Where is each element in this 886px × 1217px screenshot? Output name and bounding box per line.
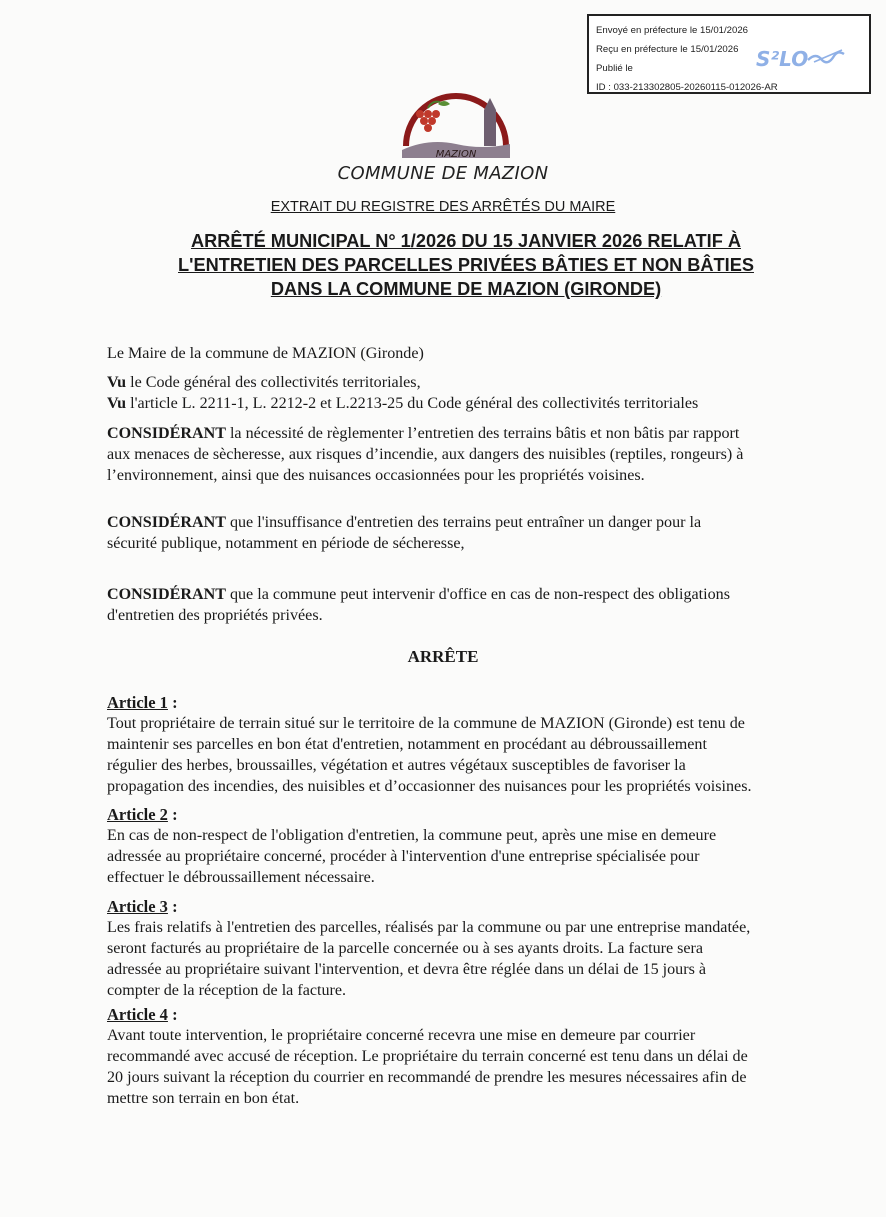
article-line: 20 jours suivant la réception du courrier en recommandé de prendre les mesures nécessaires afin de [107, 1069, 747, 1086]
considerant-1-line-1 [107, 423, 842, 444]
article-label: Article 2 [107, 805, 168, 824]
stamp-published-line: Publié le [596, 63, 633, 74]
arrete-heading: ARRÊTE [407, 647, 479, 666]
article-line: adressée au propriétaire suivant l'intervention, et devra être réglée dans un délai de 15 jours à [107, 961, 707, 978]
article-label: Article 4 [107, 1005, 168, 1024]
article-colon: : [167, 693, 178, 712]
article-line: maintenir ses parcelles en bon état d'entretien, notamment en procédant au débroussaillement [107, 736, 707, 753]
commune-name: COMMUNE DE MAZION [337, 163, 549, 184]
considerant-3-line-2: d'entretien des propriétés privées. [107, 607, 323, 624]
decree-title-line-1: ARRÊTÉ MUNICIPAL N° 1/2026 DU 15 JANVIER 2026 RELATIF À [190, 231, 741, 251]
vu-keyword: Vu [107, 374, 127, 391]
article-line: En cas de non-respect de l'obligation d'entretien, la commune peut, après une mise en demeure [107, 827, 717, 844]
considerant-text: que la commune peut intervenir d'office en cas de non-respect des obligations [225, 586, 730, 603]
considerant-3 [107, 584, 842, 626]
article-line: Tout propriétaire de terrain situé sur le territoire de la commune de MAZION (Gironde) est tenu de [107, 715, 745, 732]
article-line: effectuer le débroussaillement nécessaire. [107, 869, 375, 886]
article-3 [107, 896, 842, 1001]
article-label: Article 3 [107, 897, 168, 916]
article-line: seront facturés au propriétaire de la parcelle concernée ou à ses ayants droits. La facture sera [107, 940, 704, 957]
vu-line-2 [107, 393, 842, 414]
article-line: adressée au propriétaire concerné, procéder à l'intervention d'une entreprise spécialisée pour [107, 848, 700, 865]
considerant-1 [107, 423, 842, 486]
register-extract-heading: EXTRAIT DU REGISTRE DES ARRÊTÉS DU MAIRE [270, 199, 616, 215]
article-4 [107, 1004, 842, 1109]
stamp-received-line: Reçu en préfecture le 15/01/2026 [596, 44, 739, 55]
s2lo-logo [754, 42, 846, 72]
considerant-keyword: CONSIDÉRANT [107, 425, 226, 442]
vu-text: l'article L. 2211-1, L. 2212-2 et L.2213-25 du Code général des collectivités territoriales [126, 395, 699, 412]
decree-title-line-2: L'ENTRETIEN DES PARCELLES PRIVÉES BÂTIES ET NON BÂTIES [178, 255, 754, 275]
article-label: Article 1 [107, 693, 168, 712]
article-1 [107, 692, 842, 797]
vu-keyword: Vu [107, 395, 127, 412]
stamp-id-line: ID : 033-213302805-20260115-012026-AR [596, 82, 778, 93]
considerant-2 [107, 512, 842, 554]
article-heading [107, 804, 842, 825]
stamp-sent-line: Envoyé en préfecture le 15/01/2026 [596, 25, 749, 36]
article-colon: : [167, 1005, 178, 1024]
considerant-keyword: CONSIDÉRANT [107, 514, 226, 531]
article-line: propagation des incendies, des nuisibles et d’occasionner des nuisances pour les propriétés voisines. [107, 778, 752, 795]
article-2 [107, 804, 842, 888]
considerant-1-line-2: aux menaces de sècheresse, aux risques d’incendie, aux dangers des nuisibles (reptiles, rongeurs) à [107, 446, 744, 463]
decree-title [110, 229, 822, 301]
article-line: Avant toute intervention, le propriétaire concerné recevra une mise en demeure par courrier [107, 1027, 696, 1044]
article-line: Les frais relatifs à l'entretien des parcelles, réalisés par la commune ou par une entreprise mandatée, [107, 919, 751, 936]
article-heading [107, 896, 842, 917]
considerant-3-line-1 [107, 584, 842, 605]
article-heading [107, 692, 842, 713]
vu-line-1 [107, 372, 842, 393]
mayor-line [107, 343, 842, 364]
decree-title-line-3: DANS LA COMMUNE DE MAZION (GIRONDE) [270, 279, 662, 299]
s2lo-logo-text: S²LO [756, 47, 809, 71]
considerant-text: que l'insuffisance d'entretien des terrains peut entraîner un danger pour la [225, 514, 702, 531]
article-line: compter de la réception de la facture. [107, 982, 347, 999]
article-line: recommandé avec accusé de réception. Le propriétaire du terrain concerné est tenu dans un délai de [107, 1048, 748, 1065]
vu-text: le Code général des collectivités territoriales, [126, 374, 421, 391]
article-colon: : [167, 897, 178, 916]
logo-label: MAZION [435, 149, 477, 160]
mazion-coat-of-arms-logo [398, 78, 514, 162]
article-colon: : [167, 805, 178, 824]
considerant-1-line-3: l’environnement, ainsi que des nuisances occasionnées pour les propriétés voisines. [107, 467, 645, 484]
considerant-text: la nécessité de règlementer l’entretien des terrains bâtis et non bâtis par rapport [225, 425, 740, 442]
article-line: mettre son terrain en bon état. [107, 1090, 300, 1107]
considerant-keyword: CONSIDÉRANT [107, 586, 226, 603]
mayor-statement: Le Maire de la commune de MAZION (Gironde) [107, 345, 424, 362]
considerant-2-line-2: sécurité publique, notamment en période de sécheresse, [107, 535, 465, 552]
article-line: régulier des herbes, broussailles, végétation et autres végétaux susceptibles de favoriser la [107, 757, 686, 774]
article-heading [107, 1004, 842, 1025]
legal-basis [107, 372, 842, 414]
considerant-2-line-1 [107, 512, 842, 533]
